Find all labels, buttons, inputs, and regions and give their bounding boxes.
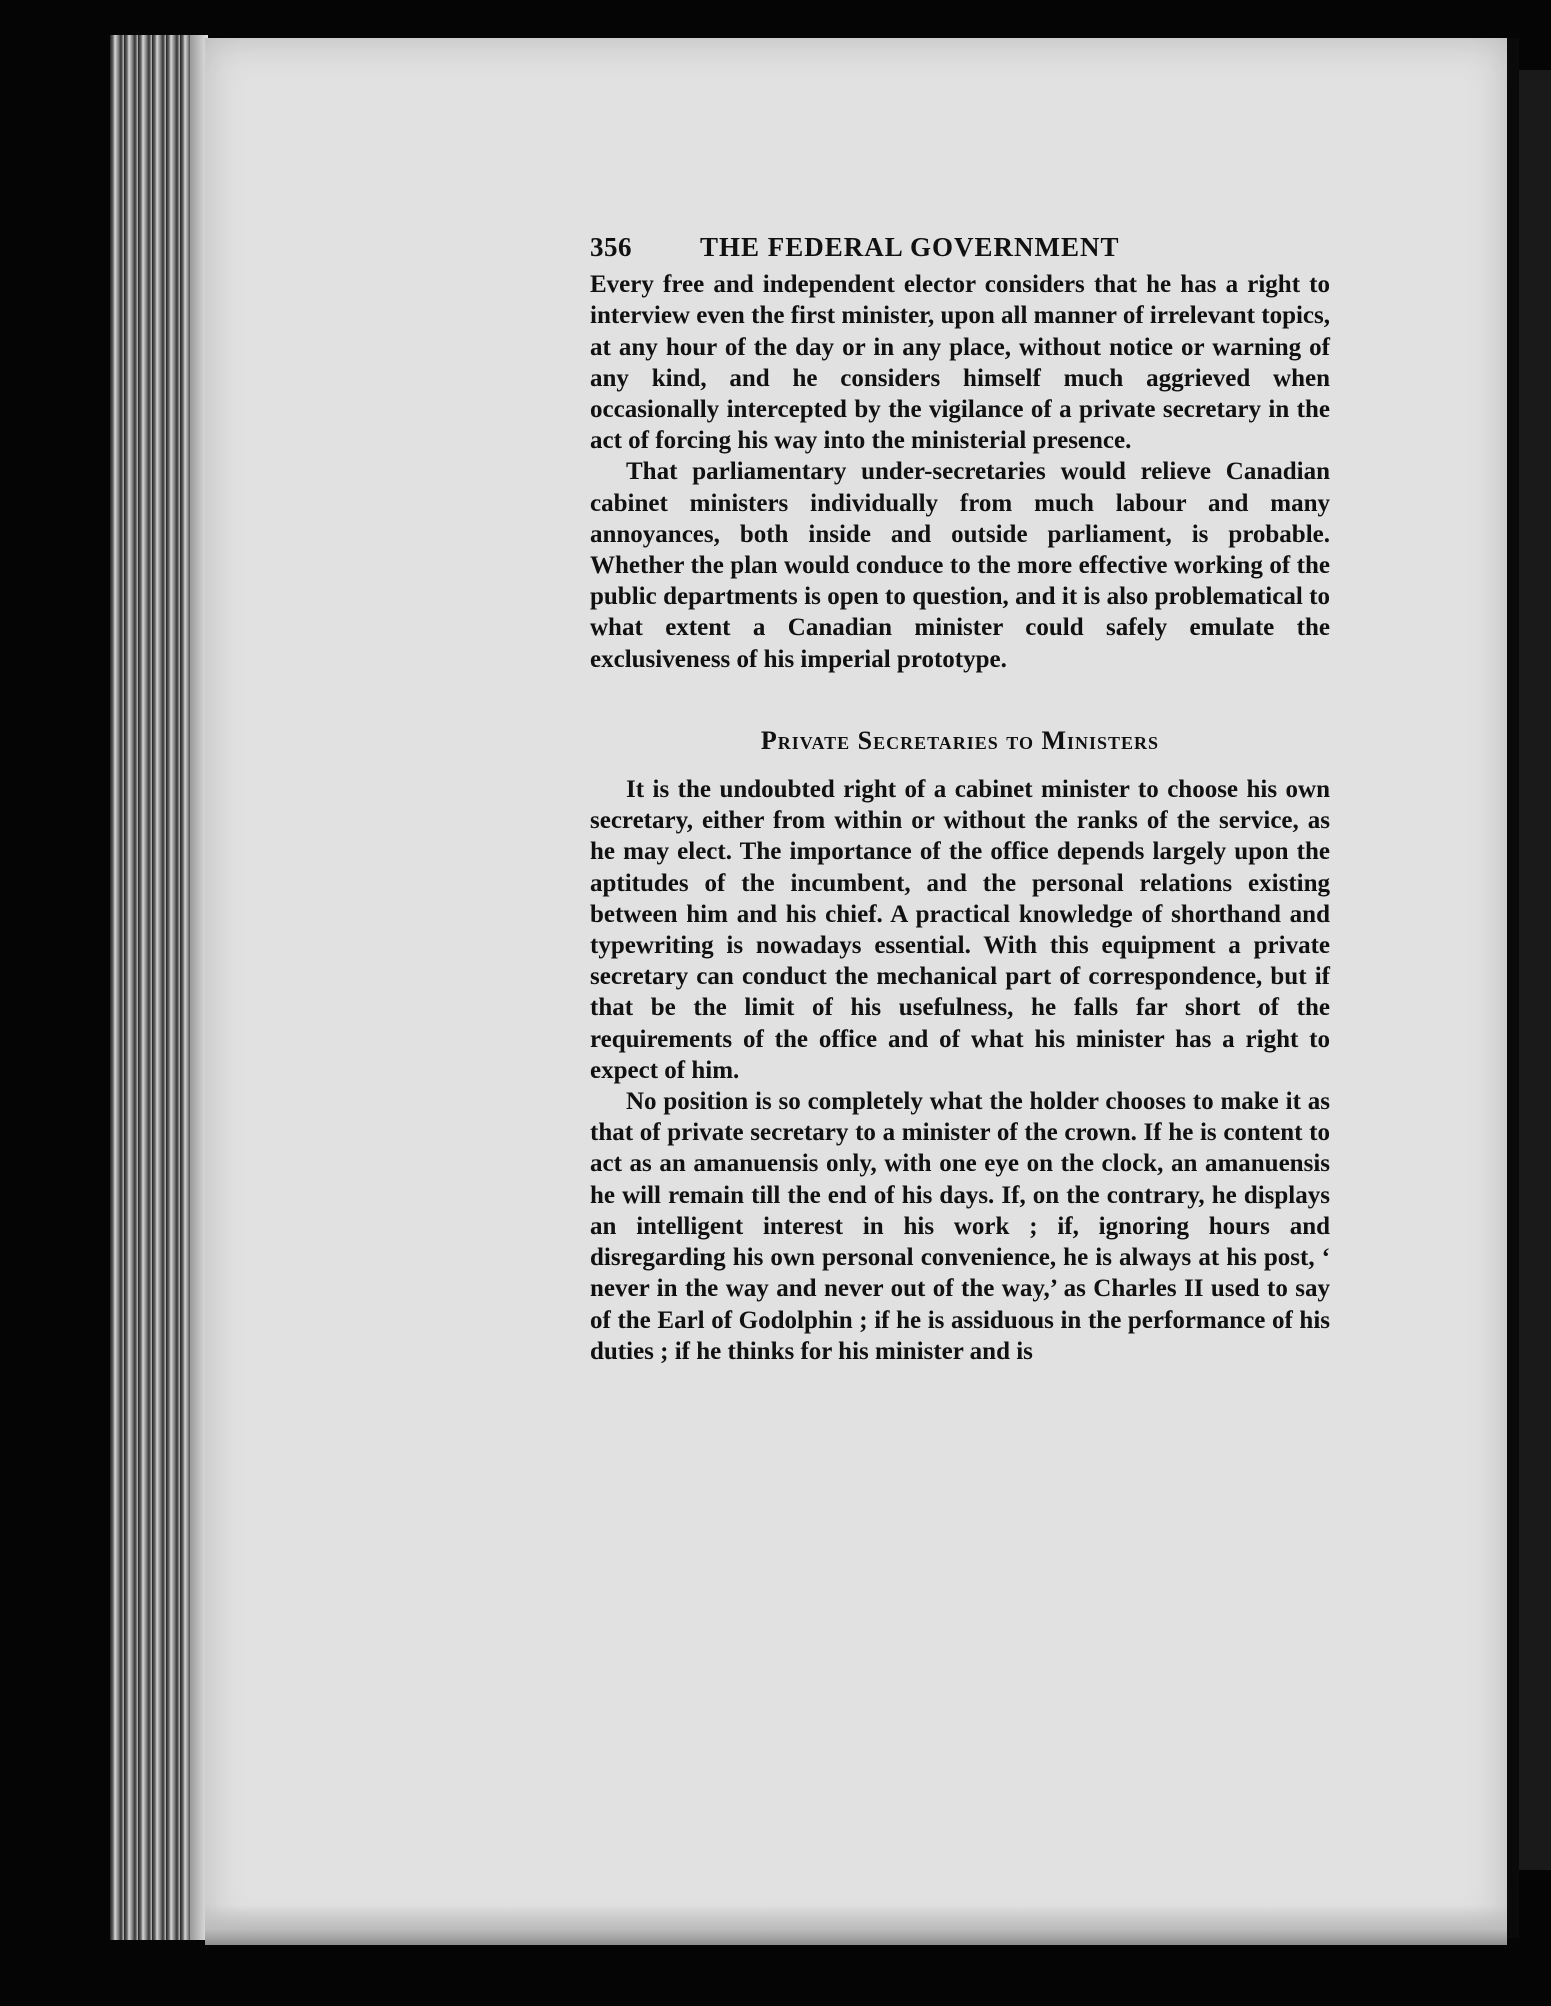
paragraph: That parliamentary under-secretaries would relieve Canadian cabinet ministers individually from much labour and many annoyances, both inside and outside parliament, is probable. Whether the plan would conduce to the more effective working of the public departments is open to question, and it is also problematical to what extent a Canadian minister could safely emulate the exclusiveness of his imperial prototype. (590, 458, 1330, 673)
paragraph: It is the undoubted right of a cabinet minister to choose his own secretary, either from within or without the ranks of the service, as he may elect. The importance of the office depends largely upon the aptitudes of the incumbent, and the personal relations existing between him and his chief. A practical knowledge of shorthand and typewriting is nowadays essential. With this equipment a private secretary can conduct the mechanical part of correspondence, but if that be the limit of his usefulness, he falls far short of the requirements of the office and of what his minister has a right to expect of him. (590, 776, 1330, 1084)
running-head (590, 232, 1330, 263)
section-heading: Private Secretaries to Ministers (760, 725, 1160, 755)
page-right-edge (1507, 38, 1519, 1938)
paragraph: Every free and independent elector considers that he has a right to interview even the first minister, upon all manner of irrelevant topics, at any hour of the day or in any place, without notice or warning of any kind, and he considers himself much aggrieved when occasionally intercepted by the vigilance of a private secretary in the act of forcing his way into the ministerial presence. (590, 271, 1330, 455)
page-number: 356 (590, 232, 632, 262)
page-bottom-edge (205, 1905, 1507, 1945)
page-text (590, 232, 1330, 1367)
paragraph: No position is so completely what the holder chooses to make it as that of private secretary to a minister of the crown. If he is content to act as an amanuensis only, with one eye on the clock, an amanuensis he will remain till the end of his days. If, on the contrary, he displays an intelligent interest in his work ; if, ignoring hours and disregarding his own personal convenience, he is always at his post, ‘ never in the way and never out of the way,’ as Charles II used to say of the Earl of Godolphin ; if he is assiduous in the performance of his duties ; if he thinks for his minister and is (590, 1088, 1330, 1365)
running-title: THE FEDERAL GOVERNMENT (700, 232, 1120, 262)
facing-page-edge (1519, 70, 1551, 1870)
